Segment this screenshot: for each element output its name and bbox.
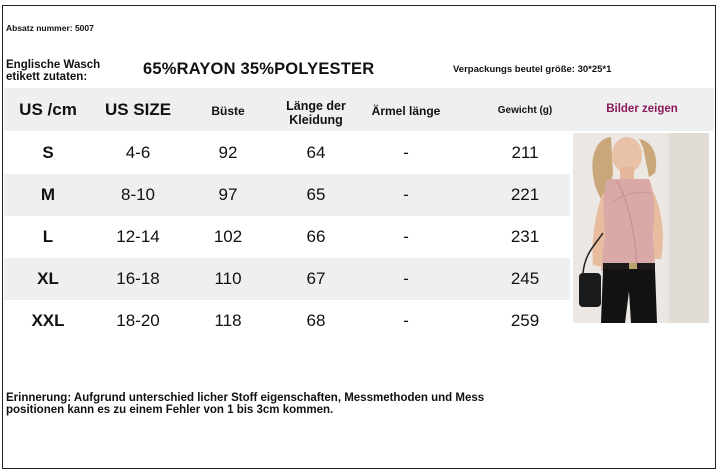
- length-value: 65: [306, 185, 326, 204]
- header-us-size: US SIZE: [104, 100, 172, 119]
- wash-label-line1: Englische Wasch: [6, 59, 101, 71]
- us-size-value: 16-18: [116, 269, 160, 288]
- header-bust: Büste: [211, 104, 245, 118]
- measurement-reminder: [6, 392, 484, 416]
- sleeve-value: -: [403, 269, 409, 288]
- reminder-line2: positionen kann es zu einem Fehler von 1 bis 3cm kommen.: [6, 404, 334, 416]
- product-photo: [573, 133, 709, 323]
- length-value: 66: [306, 227, 326, 246]
- bust-value: 118: [214, 311, 242, 330]
- bust-value: 110: [214, 269, 242, 288]
- wash-label-line2: etikett zutaten:: [6, 71, 88, 83]
- size-label: L: [42, 227, 54, 246]
- bust-value: 92: [218, 143, 238, 162]
- sleeve-value: -: [403, 185, 409, 204]
- size-label: XL: [37, 269, 59, 288]
- header-length-line2: Kleidung: [289, 113, 343, 127]
- header-us-cm: US /cm: [19, 100, 77, 119]
- us-size-value: 8-10: [120, 185, 156, 204]
- weight-value: 259: [510, 311, 540, 330]
- size-label: S: [42, 143, 54, 162]
- us-size-value: 18-20: [116, 311, 160, 330]
- size-label: M: [40, 185, 56, 204]
- header-length-line1: Länge der: [286, 99, 346, 113]
- weight-value: 245: [510, 269, 540, 288]
- bust-value: 97: [218, 185, 238, 204]
- reminder-line1: Erinnerung: Aufgrund unterschied licher Stoff eigenschaften, Messmethoden und Mess: [6, 392, 485, 404]
- weight-value: 231: [510, 227, 540, 246]
- packaging-size: Verpackungs beutel größe: 30*25*1: [453, 64, 612, 75]
- sleeve-value: -: [403, 143, 409, 162]
- length-value: 68: [306, 311, 326, 330]
- order-number: Absatz nummer: 5007: [6, 23, 94, 33]
- weight-value: 221: [510, 185, 540, 204]
- us-size-value: 4-6: [125, 143, 151, 162]
- material-composition: 65%RAYON 35%POLYESTER: [143, 60, 375, 78]
- header-sleeve: Ärmel länge: [371, 104, 441, 118]
- sleeve-value: -: [403, 227, 409, 246]
- header-images: Bilder zeigen: [606, 103, 678, 115]
- sleeve-value: -: [403, 311, 409, 330]
- size-label: XXL: [31, 311, 65, 330]
- header-length: [286, 99, 346, 127]
- header-weight: Gewicht (g): [497, 105, 553, 116]
- bust-value: 102: [213, 227, 243, 246]
- wash-label: [6, 59, 100, 83]
- length-value: 67: [306, 269, 326, 288]
- us-size-value: 12-14: [116, 227, 160, 246]
- row-band: [4, 174, 570, 216]
- weight-value: 211: [511, 143, 539, 162]
- length-value: 64: [306, 143, 326, 162]
- row-band: [4, 258, 570, 300]
